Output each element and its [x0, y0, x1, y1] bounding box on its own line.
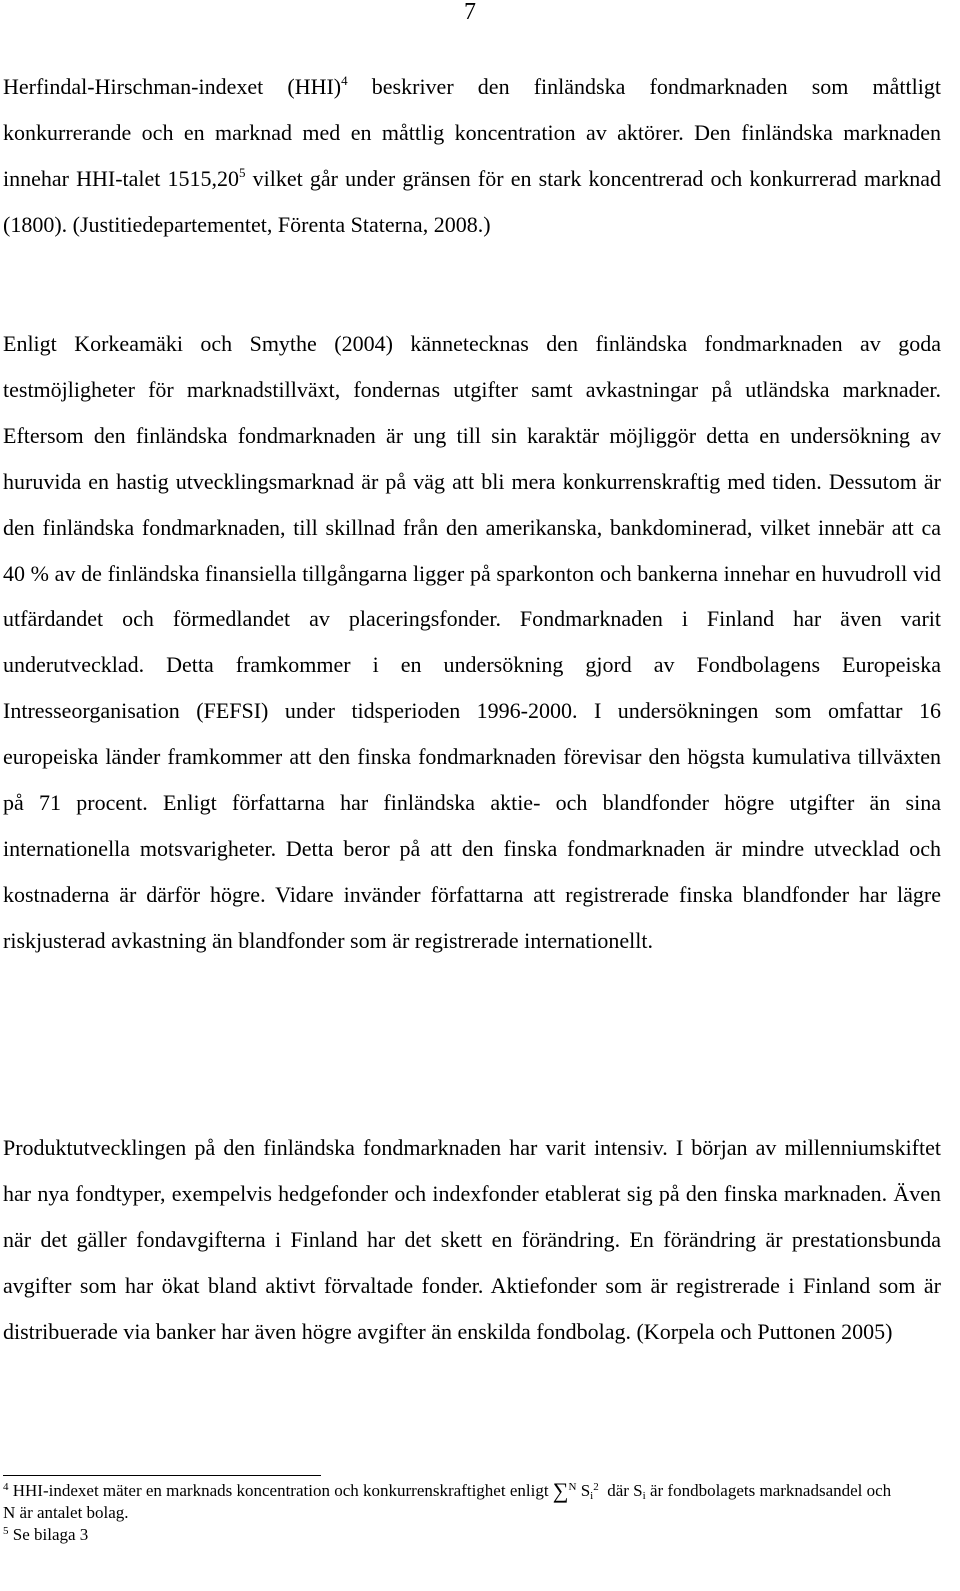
formula-term: S [580, 1481, 591, 1500]
formula-subscript: i [590, 1490, 594, 1502]
paragraph-hhi-text-c: vilket går under gränsen för en stark koncentrerad och konkurrerad marknad (1800). (Justitiedepartementet, Förenta Staterna, 2008.) [3, 165, 941, 237]
paragraph-hhi-text-b: beskriver den finländska fondmarknaden som måttligt konkurrerande och en marknad med en måttlig koncentration av aktörer. Den finländska marknaden innehar HHI-talet 1515,20 [3, 74, 941, 191]
paragraph-korkeamaki-smythe: Enligt Korkeamäki och Smythe (2004) kännetecknas den finländska fondmarknaden av goda testmöjligheter för marknadstillväxt, fondernas utgifter samt avkastningar på utländska marknader. Eftersom den finländska fondmarknaden är ung till sin karaktär möjliggör detta en undersökning av huruvida en hastig utvecklingsmarknad är på väg att bli mera konkurrenskraftig med tiden. Dessutom är den finländska fondmarknaden, till skillnad från den amerikanska, bankdominerad, vilket innebär att ca 40 % av de finländska finansiella tillgångarna ligger på sparkonton och bankerna innehar en huvudroll vid utfärdandet och förmedlandet av placeringsfonder. Fondmarknaden i Finland har även varit underutvecklad. Detta framkommer i en undersökning gjord av Fondbolagens Europeiska Intresseorganisation (FEFSI) under tidsperioden 1996-2000. I undersökningen som omfattar 16 europeiska länder framkommer att den finska fondmarknaden förevisar den högsta kumulativa tillväxten på 71 procent. Enligt författarna har finländska aktie- och blandfonder högre utgifter än sina internationella motsvarigheter. Detta beror på att den finska fondmarknaden är mindre utvecklad och kostnaderna är därför högre. Vidare invänder författarna att registrerade finska blandfonder har lägre riskjusterad avkastning än blandfonder som är registrerade internationellt. [3, 331, 941, 953]
paragraph-product-development: Produktutvecklingen på den finländska fondmarknaden har varit intensiv. I början av millenniumskiftet har nya fondtyper, exempelvis hedgefonder och indexfonder etablerat sig på den finska marknaden. Även när det gäller fondavgifterna i Finland har det skett en förändring. En förändring är prestationsbunda avgifter som har ökat bland aktivt förvaltade fonder. Aktiefonder som är registrerade i Finland som är distribuerade via banker har även högre avgifter än enskilda fondbolag. (Korpela och Puttonen 2005) [3, 1135, 941, 1344]
formula-power: 2 [593, 1481, 599, 1493]
footnote-4-marker: 4 [3, 1481, 9, 1493]
footnote-ref-4: 4 [341, 73, 348, 88]
paragraph-hhi [3, 64, 941, 248]
footnote-5-marker: 5 [3, 1525, 9, 1537]
footnote-5 [3, 1524, 903, 1546]
footnotes [3, 1480, 903, 1546]
footnote-4-text-end: är fondbolagets marknadsandel och N är antalet bolag. [3, 1481, 892, 1522]
page-number: 7 [464, 0, 476, 25]
footnote-ref-5: 5 [239, 164, 246, 180]
footnote-4-subscript: i [642, 1490, 646, 1502]
sigma-symbol: ∑ [552, 1478, 569, 1503]
footnote-4-text-after: där S [607, 1481, 643, 1500]
sigma-upper-limit: N [568, 1481, 577, 1493]
paragraph-hhi-text-a: Herfindal-Hirschman-indexet (HHI) [3, 74, 342, 99]
hhi-formula [552, 1478, 599, 1503]
footnote-4 [3, 1480, 903, 1524]
footnote-separator [3, 1475, 321, 1476]
footnote-5-text: Se bilaga 3 [12, 1525, 89, 1544]
footnote-4-text-before: HHI-indexet mäter en marknads koncentration och konkurrenskraftighet enligt [12, 1481, 549, 1500]
